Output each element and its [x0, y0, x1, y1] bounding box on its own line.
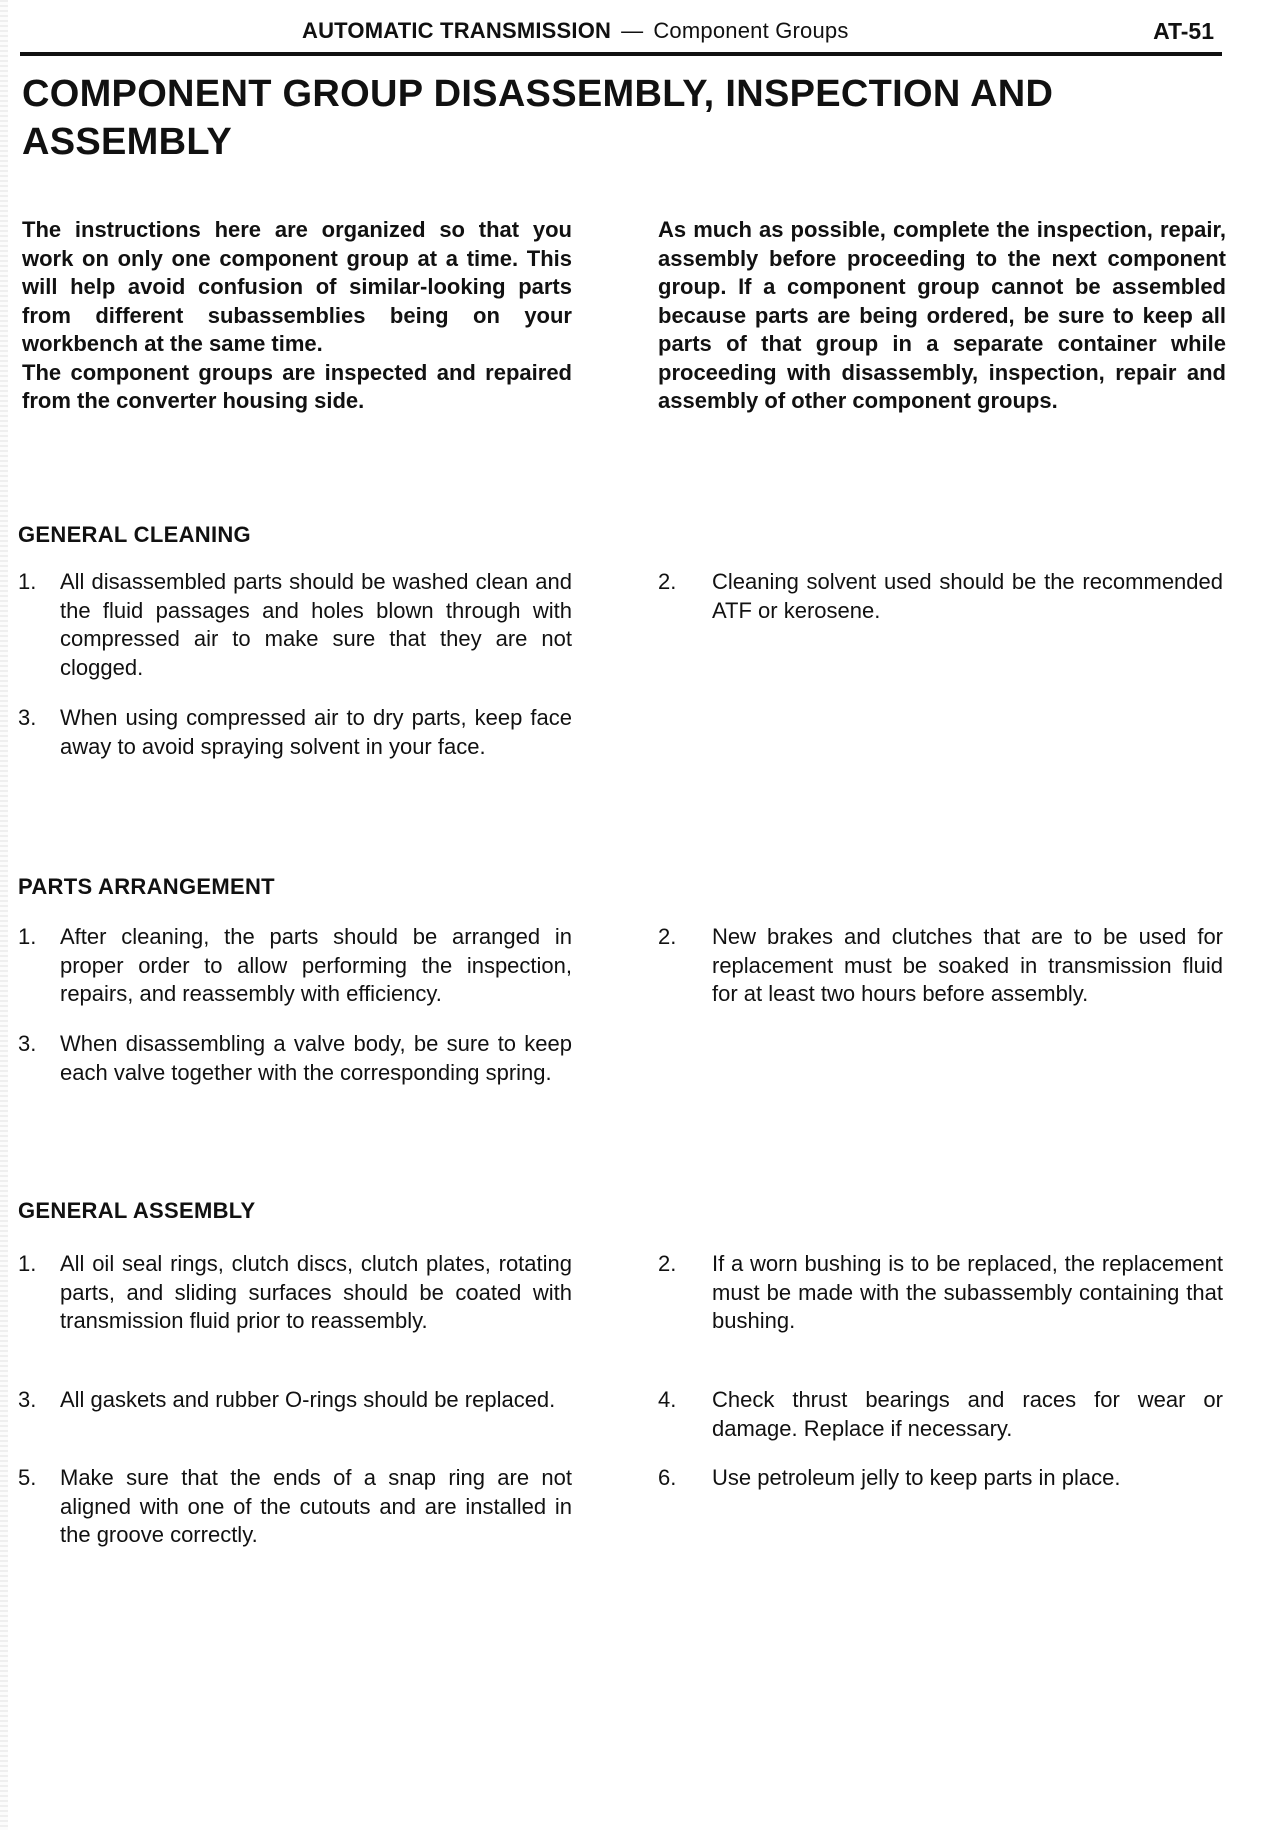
- list-item: [18, 1030, 572, 1087]
- list-item: [18, 704, 572, 761]
- item-number: 4.: [658, 1387, 677, 1412]
- item-number: 3.: [18, 705, 37, 730]
- item-text: Make sure that the ends of a snap ring are not aligned with one of the cutouts and are installed in the groove correctly.: [60, 1465, 572, 1547]
- item-number: 3.: [18, 1387, 37, 1412]
- item-number: 2.: [658, 924, 677, 949]
- item-text: New brakes and clutches that are to be used for replacement must be soaked in transmission fluid for at least two hours before assembly.: [712, 924, 1223, 1006]
- intro-paragraph: The component groups are inspected and repaired from the converter housing side.: [22, 359, 572, 413]
- list-item: [18, 923, 572, 1009]
- page-title: COMPONENT GROUP DISASSEMBLY, INSPECTION AND ASSEMBLY: [22, 73, 1054, 163]
- list-item: [18, 568, 572, 682]
- item-number: 1.: [18, 924, 37, 949]
- item-number: 1.: [18, 1251, 37, 1276]
- item-text: All gaskets and rubber O-rings should be replaced.: [60, 1387, 556, 1412]
- section-heading-general-cleaning: GENERAL CLEANING: [18, 522, 251, 547]
- item-text: Cleaning solvent used should be the recommended ATF or kerosene.: [712, 569, 1223, 623]
- item-text: All disassembled parts should be washed clean and the fluid passages and holes blown through with compressed air to make sure that they are not clogged.: [60, 569, 572, 680]
- intro-paragraph: The instructions here are organized so that you work on only one component group at a time. This will help avoid confusion of similar-looking parts from different subassemblies being on your workbench at the same time.: [22, 217, 572, 356]
- header-separator: —: [621, 18, 644, 43]
- header-section: AUTOMATIC TRANSMISSION: [302, 18, 612, 43]
- page-number: AT-51: [1153, 18, 1214, 44]
- intro-right: [658, 216, 1226, 416]
- item-number: 5.: [18, 1465, 37, 1490]
- intro-left: [22, 216, 572, 416]
- item-number: 3.: [18, 1031, 37, 1056]
- item-text: If a worn bushing is to be replaced, the replacement must be made with the subassembly containing that bushing.: [712, 1251, 1223, 1333]
- list-item: [18, 1250, 572, 1336]
- list-item: [658, 1464, 1223, 1493]
- item-text: After cleaning, the parts should be arranged in proper order to allow performing the inspection, repairs, and reassembly with efficiency.: [60, 924, 572, 1006]
- header-subsection: Component Groups: [653, 18, 849, 43]
- list-item: [18, 1386, 572, 1415]
- item-text: Use petroleum jelly to keep parts in place.: [712, 1465, 1121, 1490]
- list-item: [18, 1464, 572, 1550]
- running-header: [302, 18, 849, 44]
- section-heading-parts-arrangement: PARTS ARRANGEMENT: [18, 874, 275, 899]
- item-text: When disassembling a valve body, be sure to keep each valve together with the corresponding spring.: [60, 1031, 572, 1085]
- item-number: 2.: [658, 569, 677, 594]
- item-number: 1.: [18, 569, 37, 594]
- section-heading-general-assembly: GENERAL ASSEMBLY: [18, 1198, 256, 1223]
- item-text: Check thrust bearings and races for wear or damage. Replace if necessary.: [712, 1387, 1223, 1441]
- list-item: [658, 1386, 1223, 1443]
- scan-edge: [0, 0, 8, 1830]
- list-item: [658, 568, 1223, 625]
- list-item: [658, 1250, 1223, 1336]
- page-header: [20, 18, 1222, 56]
- item-text: When using compressed air to dry parts, keep face away to avoid spraying solvent in your face.: [60, 705, 572, 759]
- list-item: [658, 923, 1223, 1009]
- item-text: All oil seal rings, clutch discs, clutch plates, rotating parts, and sliding surfaces should be coated with transmission fluid prior to reassembly.: [60, 1251, 572, 1333]
- item-number: 2.: [658, 1251, 677, 1276]
- intro-paragraph: As much as possible, complete the inspection, repair, assembly before proceeding to the next component group. If a component group cannot be assembled because parts are being ordered, be sure to keep all parts of that group in a separate container while proceeding with disassembly, inspection, repair and assembly of other component groups.: [658, 217, 1226, 413]
- item-number: 6.: [658, 1465, 677, 1490]
